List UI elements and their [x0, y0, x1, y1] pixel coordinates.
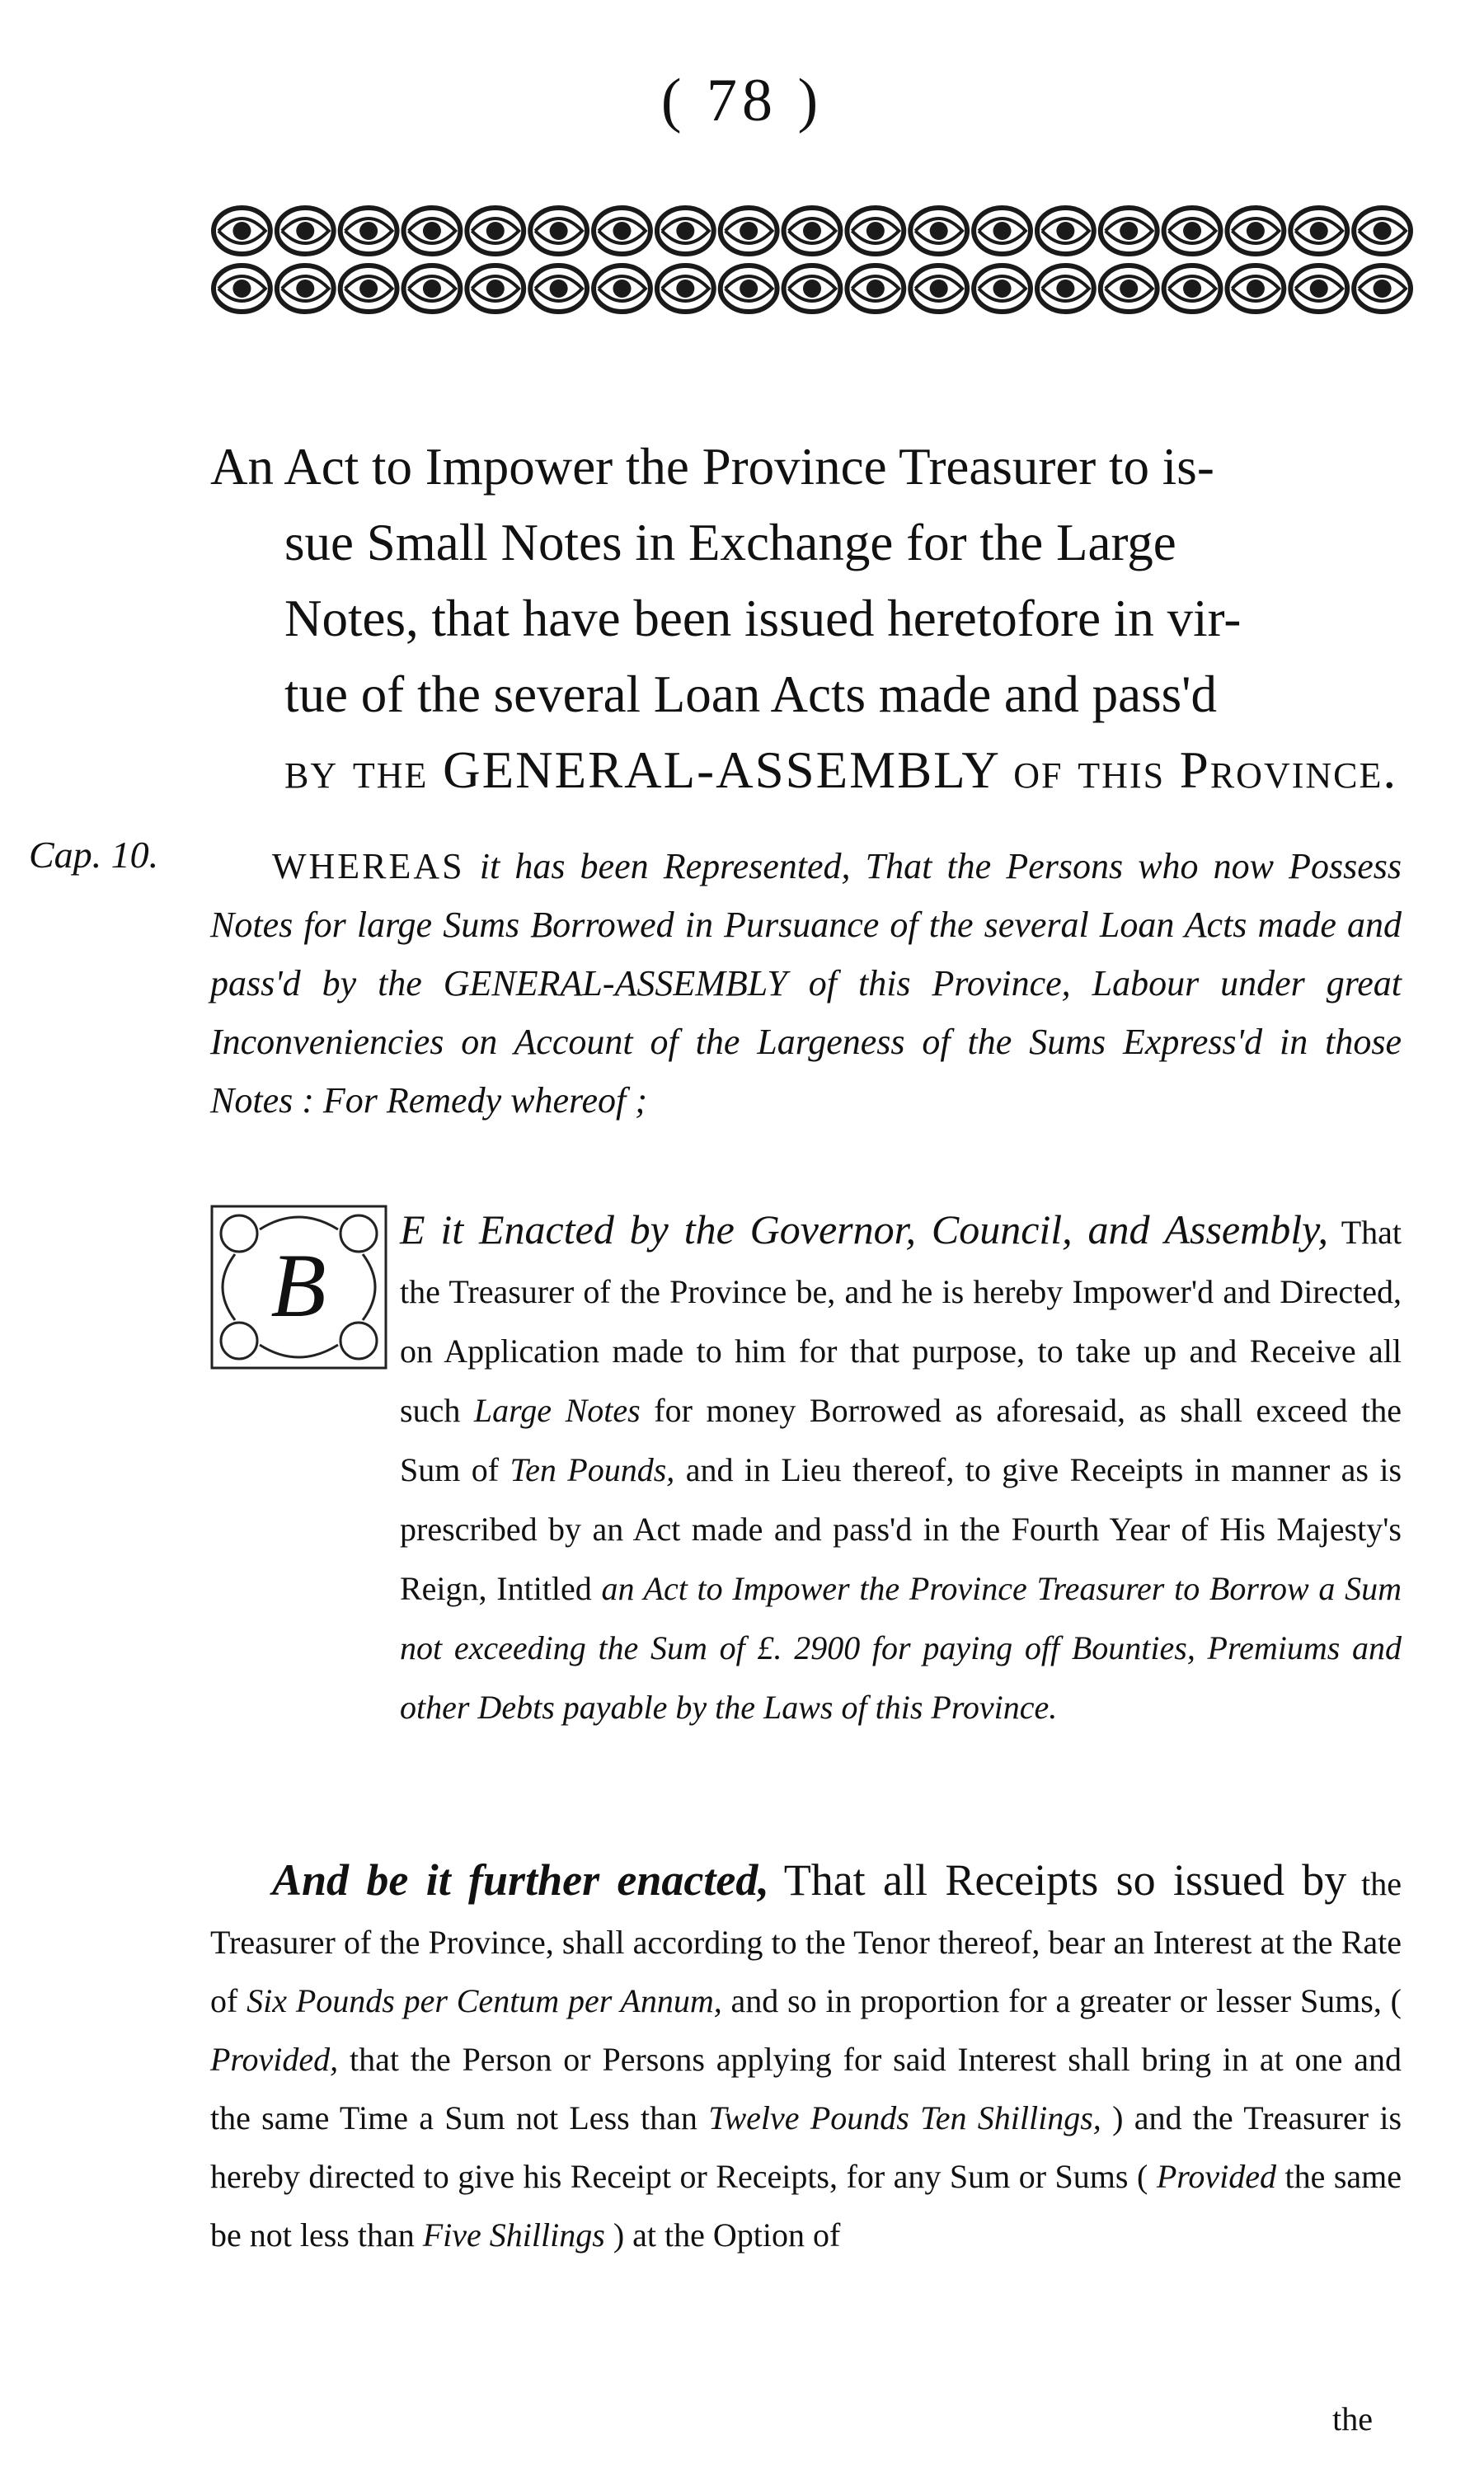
dropcap-letter: B [270, 1235, 326, 1336]
ornament-rosette [340, 266, 397, 312]
ornament-rosette [847, 208, 904, 254]
enactment-lead: E it Enacted by the Governor, Council, and Assembly, [400, 1206, 1329, 1253]
ornament-rosette [467, 266, 524, 312]
enactment-text: That the Treasurer of the Province be, and he is hereby Impower'd and Directed, on Application made to him for that purpose, to take up and Receive all such [400, 1214, 1402, 1429]
ornamental-dropcap [210, 1205, 387, 1370]
page-number: ( 78 ) [660, 67, 824, 134]
title-line: Notes, that have been issued heretofore in vir- [284, 590, 1242, 647]
preamble-paragraph [210, 837, 1402, 1130]
title-line: sue Small Notes in Exchange for the Large [284, 514, 1176, 571]
ornament-rosette [1354, 266, 1411, 312]
title-line: by the GENERAL-ASSEMBLY of this Province. [284, 741, 1398, 799]
further-italic: Provided, [210, 2041, 339, 2078]
ornament-rosette [1164, 266, 1221, 312]
ornament-rosette [784, 266, 841, 312]
further-lead: And be it further enacted, [272, 1855, 769, 1905]
ornament-rosette [214, 266, 270, 312]
ornament-rosette [721, 266, 777, 312]
ornament-rosette [340, 208, 397, 254]
catchword: the [1332, 2400, 1373, 2437]
ornament-rosette [1037, 266, 1094, 312]
further-italic: Twelve Pounds Ten Shillings, [708, 2099, 1101, 2136]
ornament-rosette [974, 266, 1031, 312]
further-text: ) and the Treasurer is hereby directed to give his Receipt or Receipts, for any Sum or Sums ( [210, 2099, 1402, 2195]
ornament-rosette [594, 208, 650, 254]
preamble-text: it has been Represented, That the Persons who now Possess Notes for large Sums Borrowed in Pursuance of the several Loan Acts made and pass'd by the GENERAL-ASSEMBLY of this Province, Labour under great Inconveniencies on Account of the Largeness of the Sums Express'd in those Notes : For Remedy whereof ; [210, 846, 1402, 1121]
ornament-rosette [1227, 208, 1284, 254]
ornament-rosette [910, 208, 967, 254]
ornament-rosette [974, 208, 1031, 254]
enactment-text: and in Lieu thereof, to give Receipts in manner as is prescribed by an Act made and pass'd in the Fourth Year of His Majesty's Reign, Intitled [400, 1451, 1402, 1607]
ornament-rosette [404, 266, 461, 312]
further-text: the Treasurer of the Province, shall according to the Tenor thereof, bear an Interest at the Rate of [210, 1865, 1402, 2019]
further-enactment-paragraph [210, 1851, 1402, 2264]
ornament-rosette [721, 208, 777, 254]
further-text: that the Person or Persons applying for said Interest shall bring in at one and the same Time a Sum not Less than [210, 2041, 1402, 2136]
enactment-italic: Ten Pounds, [510, 1451, 675, 1488]
further-text: the same be not less than [210, 2158, 1402, 2254]
ornament-rosette [404, 208, 461, 254]
chapter-margin-note: Cap. 10. [29, 834, 159, 876]
further-italic: Six Pounds per Centum per Annum, [247, 1982, 722, 2019]
ornament-rosette [277, 208, 334, 254]
ornament-rosette [277, 266, 334, 312]
title-line: tue of the several Loan Acts made and pass'd [284, 665, 1217, 723]
ornament-rosette [530, 208, 587, 254]
ornament-rosette [784, 208, 841, 254]
act-title [210, 429, 1402, 808]
ornament-rosette [1101, 266, 1158, 312]
preamble-opening-word: WHEREAS [272, 846, 465, 886]
further-text: and so in proportion for a greater or lesser Sums, ( [730, 1982, 1402, 2019]
enactment-act-title: an Act to Impower the Province Treasurer to Borrow a Sum not exceeding the Sum of £. 2900 for paying off Bounties, Premiums and other Debts payable by the Laws of this Province. [400, 1570, 1402, 1726]
ornament-rosette [910, 266, 967, 312]
ornament-rosette [1227, 266, 1284, 312]
ornament-rosette [1354, 208, 1411, 254]
ornament-rosette [847, 266, 904, 312]
ornament-rosette [657, 208, 714, 254]
ornament-rosette [467, 208, 524, 254]
title-line: An Act to Impower the Province Treasurer to is- [210, 438, 1214, 496]
ornament-rosette [214, 208, 270, 254]
further-italic: Five Shillings [422, 2216, 605, 2254]
further-text: That all Receipts so issued by [783, 1855, 1347, 1905]
ornament-rosette [657, 266, 714, 312]
enactment-paragraph [210, 1200, 1402, 1737]
further-text: ) at the Option of [613, 2216, 841, 2254]
ornament-rosette [594, 266, 650, 312]
ornament-rosette [1290, 266, 1347, 312]
further-italic: Provided [1156, 2158, 1276, 2195]
decorative-ornament-band [210, 202, 1414, 317]
ornament-rosette [1037, 208, 1094, 254]
ornament-rosette [530, 266, 587, 312]
enactment-italic: Large Notes [473, 1392, 641, 1429]
ornament-rosette [1164, 208, 1221, 254]
enactment-text: for money Borrowed as aforesaid, as shall exceed the Sum of [400, 1392, 1402, 1488]
ornament-rosette [1101, 208, 1158, 254]
ornament-rosette [1290, 208, 1347, 254]
